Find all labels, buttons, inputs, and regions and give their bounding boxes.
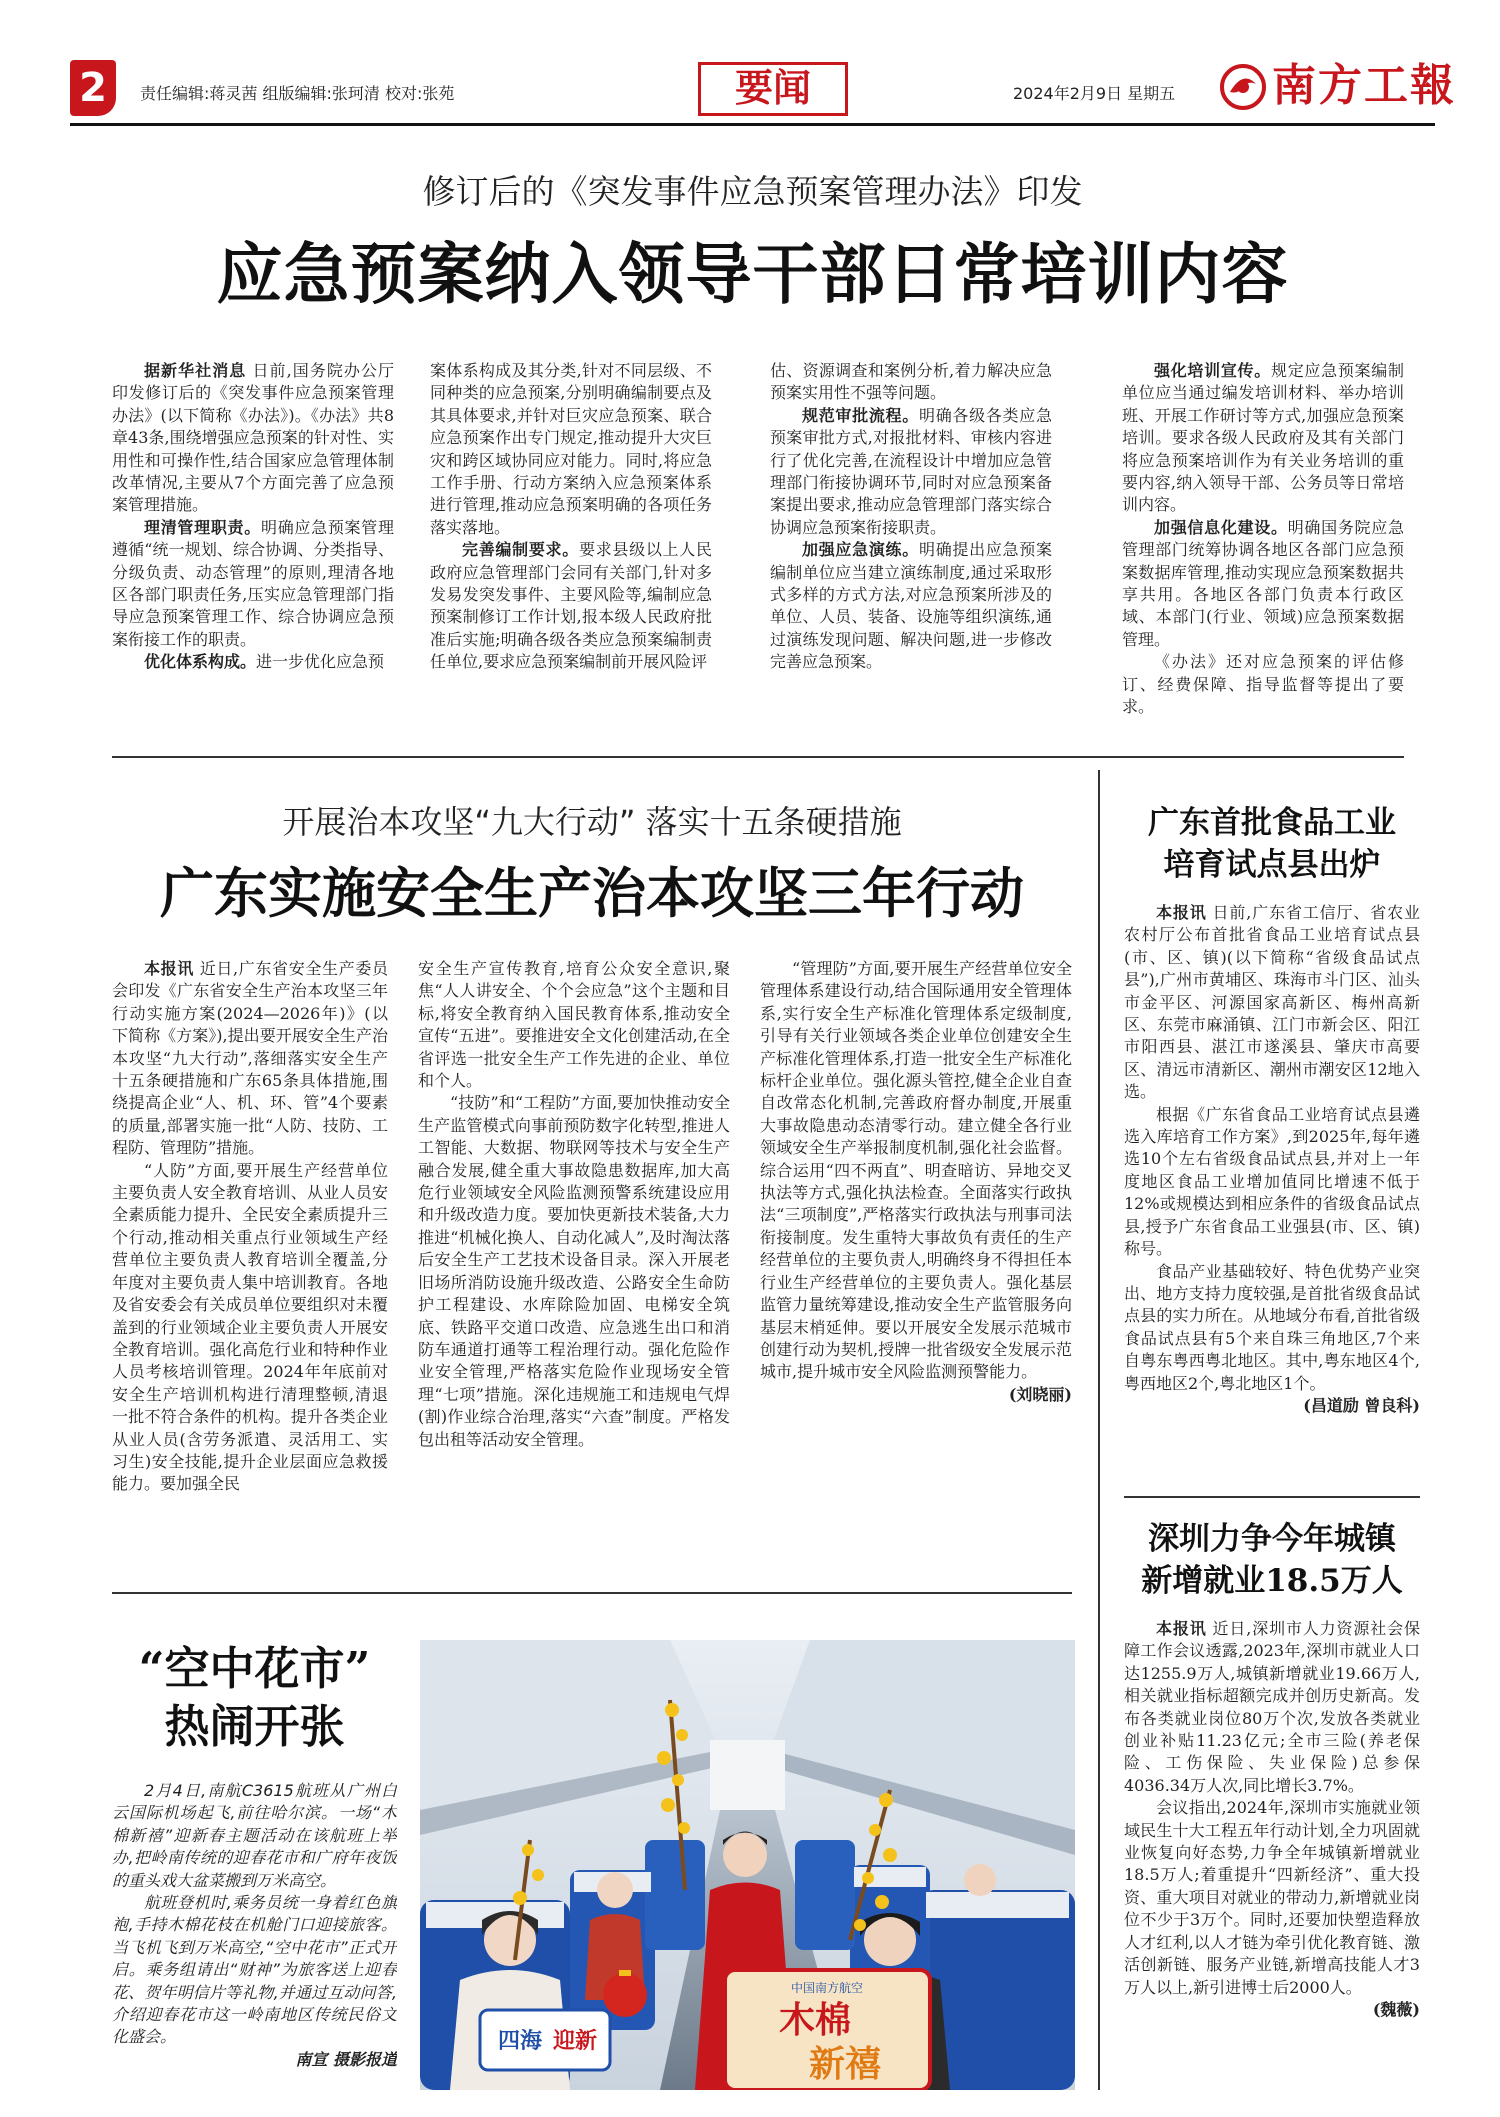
issue-date: 2024年2月9日 星期五 bbox=[1013, 84, 1176, 103]
paragraph bbox=[770, 539, 1052, 673]
article1-column-4 bbox=[1122, 360, 1404, 728]
section-label: 要闻 bbox=[698, 62, 848, 116]
paragraph-text: 明确应急预案管理遵循“统一规划、综合协调、分类指导、分级负责、动态管理”的原则,理清各地区各部门职责任务,压实应急管理部门指导应急预案管理工作、综合协调应急预案衔接工作的职责。 bbox=[112, 517, 394, 649]
cabin-photo-illustration bbox=[420, 1640, 1075, 2090]
paragraph bbox=[112, 958, 388, 1160]
article5-body bbox=[112, 1780, 397, 2090]
divider-article3 bbox=[1124, 1496, 1420, 1498]
paragraph bbox=[1122, 517, 1404, 651]
paragraph bbox=[1124, 1261, 1420, 1395]
cabin-photo bbox=[420, 1640, 1075, 2090]
masthead bbox=[70, 56, 1456, 124]
article5-title bbox=[112, 1640, 397, 1756]
paragraph-lead: 完善编制要求。 bbox=[462, 540, 579, 560]
paragraph bbox=[112, 1780, 397, 1892]
paragraph-text: 食品产业基础较好、特色优势产业突出、地方支持力度较强,是首批省级食品试点县的实力所在。从地域分布看,首批省级食品试点县有5个来自珠三角地区,7个来自粤东粤西粤北地区。其中,粤东地区4个,粤西地区2个,粤北地区1个。 bbox=[1124, 1261, 1420, 1393]
banner-text-1: 木棉 bbox=[778, 1999, 852, 2041]
article3-title-line-1: 广东首批食品工业 bbox=[1148, 805, 1396, 841]
logo-text: 南方工報 bbox=[1272, 60, 1456, 111]
paragraph bbox=[1124, 1104, 1420, 1261]
article3-body bbox=[1124, 902, 1420, 1480]
article2-column-3 bbox=[760, 958, 1072, 1554]
paragraph-text: 估、资源调查和案例分析,着力解决应急预案实用性不强等问题。 bbox=[770, 361, 1052, 403]
banner-small-text: 中国南方航空 bbox=[790, 1981, 864, 1995]
byline: (刘晓丽) bbox=[1008, 1384, 1072, 1404]
paragraph-lead: 加强信息化建设。 bbox=[1154, 517, 1288, 537]
paragraph-lead: 强化培训宣传。 bbox=[1154, 361, 1271, 380]
article4-title-line-1: 深圳力争今年城镇 bbox=[1148, 1521, 1396, 1557]
article5-title-line-2: 热闹开张 bbox=[164, 1700, 345, 1753]
page-number: 2 bbox=[70, 60, 116, 116]
paragraph-text: 会议指出,2024年,深圳市实施就业领域民生十大工程五年行动计划,全力巩固就业恢复向好态势,力争全年城镇新增就业18.5万人;着重提升“四新经济”、重大投资、重大项目对就业的带动力,新增就业岗位不少于3万个。同时,还要加快塑造释放人才红利,以人才链为牵引优化教育链、激活创新链、服务产业链,新增高技能人才3万人以上,新引进博士后2000人。 bbox=[1124, 1798, 1420, 1997]
article4-title-line-2: 新增就业18.5万人 bbox=[1141, 1563, 1403, 1599]
banner-text-2: 新禧 bbox=[808, 2043, 882, 2085]
article2-column-2 bbox=[418, 958, 730, 1554]
paragraph-text: 规定应急预案编制单位应当通过编发培训材料、举办培训班、开展工作研讨等方式,加强应急预案培训。要求各级人民政府及其有关部门将应急预案培训作为有关业务培训的重要内容,纳入领导干部、公务员等日常培训内容。 bbox=[1122, 361, 1404, 515]
paragraph-text: 进一步优化应急预 bbox=[256, 652, 385, 672]
byline: (昌道励 曾良科) bbox=[1303, 1395, 1420, 1415]
paragraph-text: “人防”方面,要开展生产经营单位主要负责人安全教育培训、从业人员安全素质能力提升、全民安全素质提升三个行动,推动相关重点行业领域生产经营单位主要负责人教育培训全覆盖,分年度对主要负责人集中培训教育。各地及省安委会有关成员单位要组织对未覆盖到的行业领域企业主要负责人开展安全教育培训。强化高危行业和特种作业人员考核培训管理。2024年年底前对安全生产培训机构进行清理整顿,清退一批不符合条件的机构。提升各类企业从业人员(含劳务派遣、灵活用工、实习生)安全技能,提升企业层面应急救援能力。要加强全民 bbox=[112, 1160, 388, 1494]
paragraph bbox=[1124, 1797, 1420, 1999]
article3-title-line-2: 培育试点县出炉 bbox=[1163, 847, 1381, 883]
paragraph bbox=[112, 1892, 397, 2049]
article1-subtitle: 修订后的《突发事件应急预案管理办法》印发 bbox=[422, 172, 1083, 211]
article1-column-3 bbox=[770, 360, 1052, 728]
article2-column-1 bbox=[112, 958, 388, 1554]
divider-article2 bbox=[112, 1592, 1072, 1594]
paragraph bbox=[770, 405, 1052, 539]
paragraph-text: 近日,广东省安全生产委员会印发《广东省安全生产治本攻坚三年行动实施方案(2024—2026年)》(以下简称《方案》),提出要开展安全生产治本攻坚“九大行动”,落细落实安全生产十五条硬措施和广东65条具体措施,围绕提高企业“人、机、环、管”4个要素的质量,部署实施一批“人防、技防、工程防、管理防”措施。 bbox=[112, 959, 388, 1158]
paragraph-text: 2月4日,南航C3615航班从广州白云国际机场起飞,前往哈尔滨。一场“木棉新禧”迎新春主题活动在该航班上举办,把岭南传统的迎春花市和广府年夜饭的重头戏大盆菜搬到万米高空。 bbox=[112, 1781, 397, 1890]
paragraph bbox=[1122, 360, 1404, 517]
festive-banner bbox=[725, 1970, 930, 2090]
editors-line: 责任编辑:蒋灵茜 组版编辑:张珂清 校对:张苑 bbox=[140, 84, 455, 103]
paragraph-text: 航班登机时,乘务员统一身着红色旗袍,手持木棉花枝在机舱门口迎接旅客。当飞机飞到万米高空,“空中花市”正式开启。乘务组请出“财神”为旅客送上迎春花、贺年明信片等礼物,并通过互动问答,介绍迎春花市这一岭南地区传统民俗文化盛会。 bbox=[112, 1893, 397, 2047]
vertical-divider bbox=[1098, 770, 1100, 2090]
paragraph-text: 案体系构成及其分类,针对不同层级、不同种类的应急预案,分别明确编制要点及其具体要求,并针对巨灾应急预案、联合应急预案作出专门规定,推动提升大灾巨灾和跨区域协同应对能力。同时,将应急工作手册、行动方案纳入应急预案体系进行管理,推动应急预案明确的各项任务落实落地。 bbox=[430, 361, 712, 537]
byline: (魏薇) bbox=[1372, 1999, 1420, 2019]
paragraph-text: 根据《广东省食品工业培育试点县遴选入库培育工作方案》,到2025年,每年遴选10个左右省级食品试点县,并对上一年度地区食品工业增加值同比增速不低于12%或规模达到相应条件的省级食品试点县,授予广东省食品工业强县(市、区、镇)称号。 bbox=[1124, 1104, 1420, 1259]
logo-emblem-icon bbox=[1218, 62, 1268, 112]
sign-text-2: 迎新 bbox=[552, 2029, 598, 2054]
paragraph bbox=[418, 1092, 730, 1451]
paragraph bbox=[112, 651, 394, 673]
paragraph bbox=[430, 539, 712, 673]
paragraph-lead: 规范审批流程。 bbox=[802, 405, 919, 425]
paragraph-text: 明确提出应急预案编制单位应当建立演练制度,通过采取形式多样的方式方法,对应急预案所涉及的单位、人员、装备、设施等组织演练,通过演练发现问题、解决问题,进一步修改完善应急预案。 bbox=[770, 540, 1052, 672]
paragraph-text: 《办法》还对应急预案的评估修订、经费保障、指导监督等提出了要求。 bbox=[1122, 652, 1404, 717]
paragraph-text: 安全生产宣传教育,培育公众安全意识,聚焦“人人讲安全、个个会应急”这个主题和目标,将安全教育纳入国民教育体系,推动安全宣传“五进”。要推进安全文化创建活动,在全省评选一批安全生产工作先进的企业、单位和个人。 bbox=[418, 959, 730, 1091]
article5-title-line-1: “空中花市” bbox=[138, 1642, 371, 1695]
article4-title bbox=[1124, 1518, 1420, 1602]
paragraph bbox=[1122, 651, 1404, 718]
paragraph bbox=[112, 517, 394, 651]
article2-subtitle: 开展治本攻坚“九大行动” 落实十五条硬措施 bbox=[282, 803, 902, 841]
paragraph bbox=[418, 958, 730, 1092]
newspaper-logo bbox=[1218, 56, 1456, 116]
paragraph-text: 日前,国务院办公厅印发修订后的《突发事件应急预案管理办法》(以下简称《办法》)。《办法》共8章43条,围绕增强应急预案的针对性、实用性和可操作性,结合国家应急管理体制改革情况,主要从7个方面完善了应急预案管理措施。 bbox=[112, 361, 394, 515]
paragraph-lead: 据新华社消息 bbox=[144, 361, 247, 380]
paragraph bbox=[112, 360, 394, 517]
paragraph-lead: 加强应急演练。 bbox=[802, 540, 919, 560]
paragraph bbox=[1124, 1618, 1420, 1797]
article2-title: 广东实施安全生产治本攻坚三年行动 bbox=[160, 861, 1024, 925]
paragraph-text: “技防”和“工程防”方面,要加快推动安全生产监管模式向事前预防数字化转型,推进人工智能、大数据、物联网等技术与安全生产融合发展,健全重大事故隐患数据库,加大高危行业领域安全风险监测预警系统建设应用和升级改造力度。要加快更新技术装备,大力推进“机械化换人、自动化减人”,及时淘汰落后安全生产工艺技术设备目录。深入开展老旧场所消防设施升级改造、公路安全生命防护工程建设、水库除险加固、电梯安全筑底、铁路平交道口改造、应急逃生出口和消防车通道打通等工程治理行动。强化危险作业安全管理,严格落实危险作业现场安全管理“七项”措施。深化违规施工和违规电气焊(割)作业综合治理,落实“六查”制度。严格发包出租等活动安全管理。 bbox=[418, 1093, 730, 1449]
paragraph-lead: 本报讯 bbox=[1156, 903, 1207, 922]
paragraph-lead: 本报讯 bbox=[1156, 1619, 1207, 1638]
paragraph-text: 明确国务院应急管理部门统筹协调各地区各部门应急预案数据库管理,推动实现应急预案数据共享共用。各地区各部门负责本行政区域、本部门(行业、领域)应急预案数据管理。 bbox=[1122, 517, 1404, 649]
paragraph bbox=[112, 1160, 388, 1496]
festive-sign bbox=[480, 2010, 610, 2070]
paragraph bbox=[770, 360, 1052, 405]
article4-body bbox=[1124, 1618, 1420, 2088]
byline: 南宣 摄影报道 bbox=[295, 2049, 397, 2069]
paragraph bbox=[430, 360, 712, 539]
sign-text-1: 四海 bbox=[497, 2029, 543, 2054]
article3-title bbox=[1124, 802, 1420, 886]
paragraph-lead: 理清管理职责。 bbox=[144, 517, 261, 537]
paragraph-text: 日前,广东省工信厅、省农业农村厅公布首批省食品工业培育试点县(市、区、镇)(以下简称“省级食品试点县”),广州市黄埔区、珠海市斗门区、汕头市金平区、河源国家高新区、梅州高新区、东莞市麻涌镇、江门市新会区、阳江市阳西县、湛江市遂溪县、肇庆市高要区、清远市清新区、潮州市潮安区12地入选。 bbox=[1124, 903, 1420, 1102]
article1-column-2 bbox=[430, 360, 712, 728]
paragraph-text: 近日,深圳市人力资源社会保障工作会议透露,2023年,深圳市就业人口达1255.9万人,城镇新增就业19.66万人,相关就业指标超额完成并创历史新高。发布各类就业岗位80万个次,发放各类就业创业补贴11.23亿元;全市三险(养老保险、工伤保险、失业保险)总参保4036.34万人次,同比增长3.7%。 bbox=[1124, 1619, 1420, 1795]
paragraph bbox=[760, 958, 1072, 1384]
paragraph-text: “管理防”方面,要开展生产经营单位安全管理体系建设行动,结合国际通用安全管理体系,实行安全生产标准化管理体系定级制度,引导有关行业领域各类企业单位创建安全生产标准化管理体系,打造一批安全生产标准化标杆企业单位。强化源头管控,健全企业自查自改常态化机制,完善政府督办制度,开展重大事故隐患动态清零行动。建立健全各行业领域安全生产举报制度机制,强化社会监督。综合运用“四不两直”、明查暗访、异地交叉执法等方式,强化执法检查。全面落实行政执法“三项制度”,严格落实行政执法与刑事司法衔接制度。发生重特大事故负有责任的生产经营单位的主要负责人,明确终身不得担任本行业生产经营单位的主要负责人。强化基层监管力量统筹建设,推动安全生产监管服务向基层末梢延伸。要以开展安全发展示范城市创建行动为契机,授牌一批省级安全发展示范城市,提升城市安全风险监测预警能力。 bbox=[760, 959, 1072, 1382]
article1-title: 应急预案纳入领导干部日常培训内容 bbox=[216, 235, 1289, 313]
divider-article1 bbox=[112, 756, 1404, 758]
paragraph-text: 要求县级以上人民政府应急管理部门会同有关部门,针对多发易发突发事件、主要风险等,编制应急预案制修订工作计划,报本级人民政府批准后实施;明确各级各类应急预案编制责任单位,要求应急预案编制前开展风险评 bbox=[430, 540, 712, 672]
article1-column-1 bbox=[112, 360, 394, 728]
paragraph-lead: 本报讯 bbox=[144, 959, 194, 978]
paragraph-text: 明确各级各类应急预案审批方式,对报批材料、审核内容进行了优化完善,在流程设计中增加应急管理部门衔接协调环节,同时对应急预案备案提出要求,推动应急管理部门落实综合协调应急预案衔接职责。 bbox=[770, 405, 1052, 537]
paragraph-lead: 优化体系构成。 bbox=[144, 652, 257, 672]
masthead-rule bbox=[70, 123, 1435, 126]
paragraph bbox=[1124, 902, 1420, 1104]
